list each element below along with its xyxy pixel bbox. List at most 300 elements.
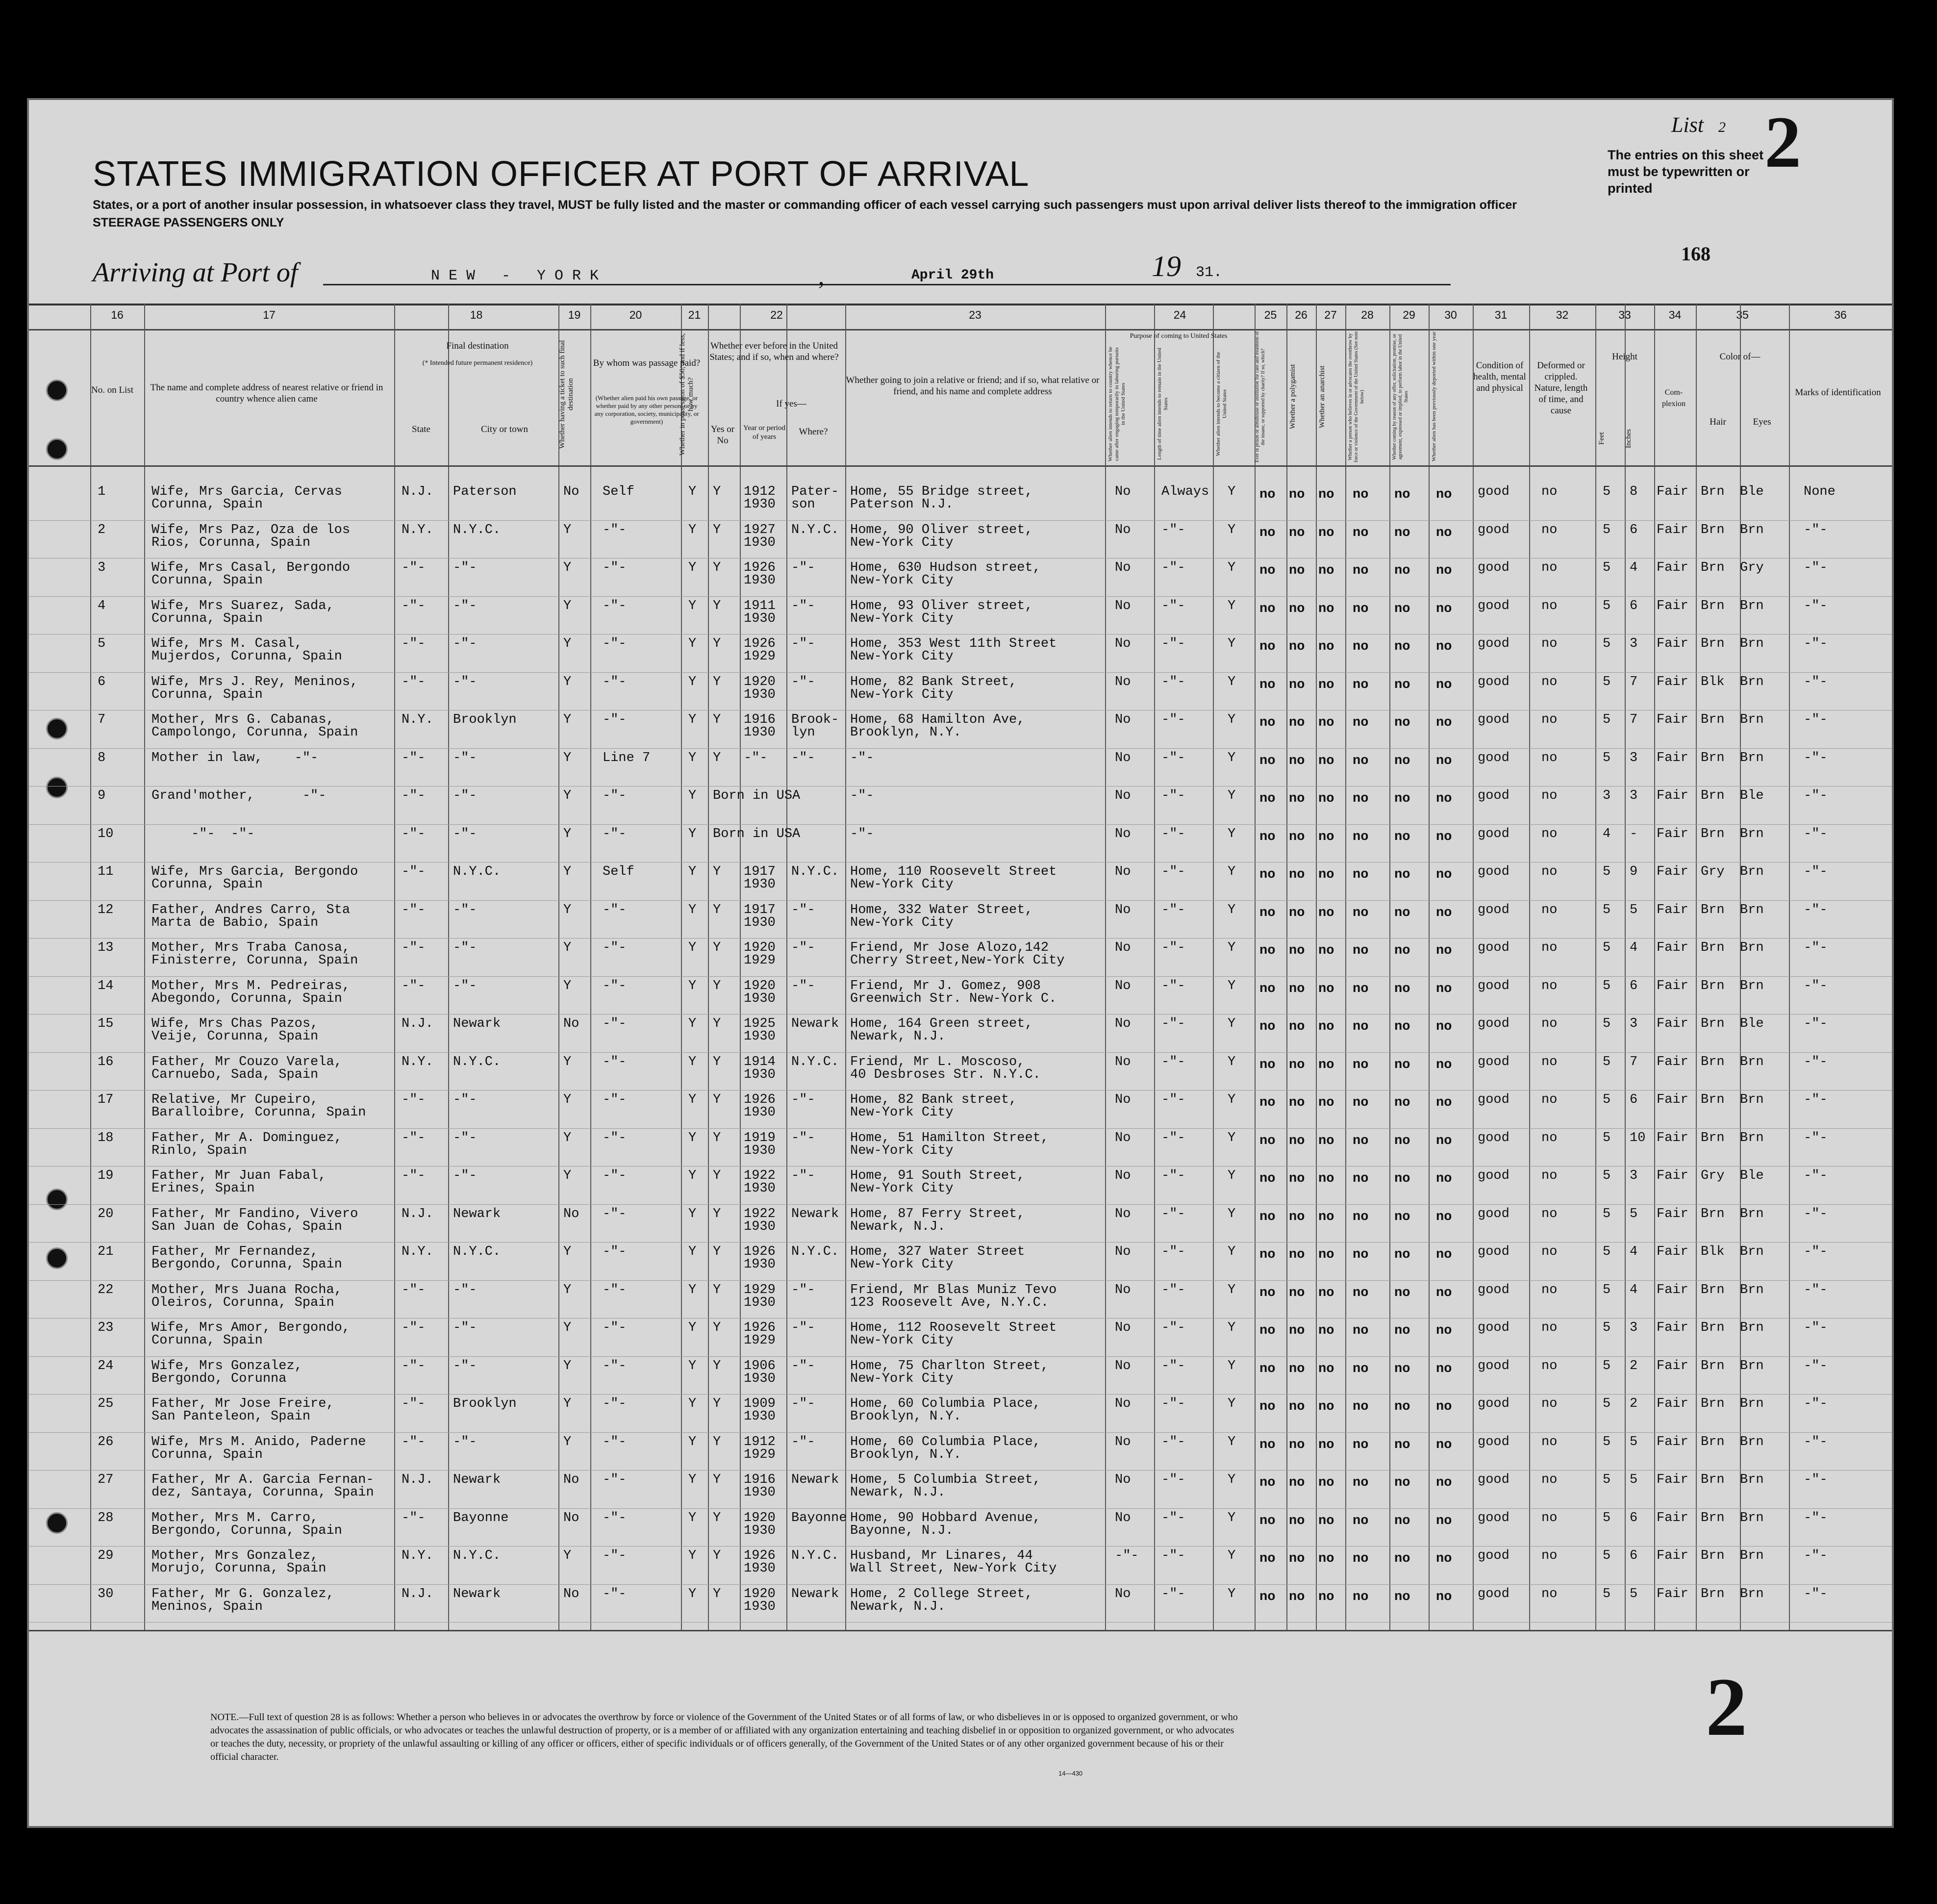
header-color-of: Color of—: [1719, 352, 1761, 362]
row-marks: -"-: [1804, 1282, 1828, 1297]
row-year-2: 1930: [744, 915, 776, 930]
row-row-number: 4: [98, 598, 106, 613]
row-where-1: -"-: [791, 1130, 815, 1145]
column-line: [1286, 304, 1287, 1630]
row-complexion: Fair: [1657, 902, 1688, 917]
row-health: good: [1478, 1396, 1509, 1411]
row-eyes: Brn: [1740, 636, 1764, 651]
row-where-1: Pater-: [791, 484, 839, 499]
row-purpose-return: No: [1115, 484, 1131, 499]
row-city: -"-: [453, 1130, 477, 1145]
row-paid-by: Self: [603, 484, 634, 499]
row-relative-line-1: Father, Mr Jose Freire,: [151, 1396, 334, 1411]
row-health: good: [1478, 1092, 1509, 1107]
row-city: N.Y.C.: [453, 864, 501, 879]
row-height-inches: 6: [1630, 1549, 1638, 1563]
row-paid-by: -"-: [603, 1396, 627, 1411]
row-height-feet: 5: [1603, 674, 1611, 689]
row-question-29: no: [1394, 829, 1410, 844]
row-complexion: Fair: [1657, 636, 1688, 651]
row-purpose-length: -"-: [1161, 712, 1185, 727]
row-question-27: no: [1318, 1209, 1334, 1224]
row-year-1: 1916: [744, 1472, 776, 1487]
row-paid-by: -"-: [603, 712, 627, 727]
row-purpose-citizen: Y: [1228, 1168, 1236, 1183]
row-year-1: 1927: [744, 522, 776, 537]
row-question-27: no: [1318, 715, 1334, 730]
row-relative-line-2: Corunna, Spain: [151, 573, 263, 588]
row-question-25: no: [1259, 1437, 1276, 1452]
row-question-27: no: [1318, 943, 1334, 958]
row-ever-before: Y: [713, 1092, 721, 1107]
row-year-1: 1914: [744, 1054, 776, 1069]
column-line: [1389, 304, 1390, 1630]
row-deformed: no: [1541, 826, 1558, 841]
header-labor: Whether coming by reason of any offer, solicitation, promise, or agreement, expressed or implied, to perform labor in the United States: [1392, 333, 1409, 460]
row-purpose-return: No: [1115, 978, 1131, 993]
row-money: Y: [688, 940, 697, 955]
row-eyes: Ble: [1740, 788, 1764, 803]
typewritten-note: The entries on this sheet must be typewritten or printed: [1608, 148, 1764, 196]
row-joining-line-1: Friend, Mr Jose Alozo,142: [850, 940, 1049, 955]
row-row-number: 16: [98, 1054, 114, 1069]
column-line: [1740, 304, 1741, 1630]
row-height-inches: 5: [1630, 902, 1638, 917]
row-state: -"-: [402, 560, 426, 575]
row-money: Y: [688, 1092, 697, 1107]
column-number: 27: [1324, 308, 1337, 321]
row-where-1: -"-: [791, 598, 815, 613]
row-purpose-return: No: [1115, 1586, 1131, 1601]
row-where-1: -"-: [791, 636, 815, 651]
row-question-28: no: [1353, 715, 1369, 730]
row-year-2: 1930: [744, 535, 776, 550]
row-city: Newark: [453, 1206, 501, 1221]
row-deformed: no: [1541, 674, 1558, 689]
row-question-28: no: [1353, 791, 1369, 806]
row-money: Y: [688, 1396, 697, 1411]
row-purpose-length: -"-: [1161, 826, 1185, 841]
row-question-26: no: [1289, 639, 1305, 654]
column-number: 19: [568, 308, 581, 321]
row-purpose-citizen: Y: [1228, 826, 1236, 841]
header-bottom-rule: [29, 465, 1892, 467]
row-question-26: no: [1289, 1285, 1305, 1300]
header-complexion: Com-plexion: [1662, 388, 1685, 408]
row-year-1: 1917: [744, 864, 776, 879]
row-health: good: [1478, 1054, 1509, 1069]
row-row-number: 2: [98, 522, 106, 537]
row-relative-line-1: Wife, Mrs Suarez, Sada,: [151, 598, 334, 613]
column-line: [448, 304, 449, 1630]
row-deformed: no: [1541, 1130, 1558, 1145]
row-question-29: no: [1394, 1285, 1410, 1300]
row-eyes: Brn: [1740, 1130, 1764, 1145]
row-complexion: Fair: [1657, 1358, 1688, 1373]
row-relative-line-2: Morujo, Corunna, Spain: [151, 1561, 327, 1576]
row-complexion: Fair: [1657, 598, 1688, 613]
row-joining-line-2: New-York City: [850, 1143, 954, 1158]
row-question-30: no: [1436, 1437, 1452, 1452]
row-height-inches: 4: [1630, 1282, 1638, 1297]
row-purpose-citizen: Y: [1228, 1472, 1236, 1487]
row-rule: [29, 1166, 1892, 1167]
row-joining-line-2: New-York City: [850, 687, 954, 702]
row-question-30: no: [1436, 981, 1452, 996]
row-ever-before: Born in USA: [713, 826, 801, 841]
row-rule: [29, 1394, 1892, 1395]
row-relative-line-1: Wife, Mrs Garcia, Cervas: [151, 484, 342, 499]
row-eyes: Brn: [1740, 1054, 1764, 1069]
row-state: -"-: [402, 1130, 426, 1145]
row-marks: -"-: [1804, 560, 1828, 575]
row-question-29: no: [1394, 1209, 1410, 1224]
column-number: 34: [1668, 308, 1682, 321]
row-complexion: Fair: [1657, 522, 1688, 537]
row-city: N.Y.C.: [453, 1244, 501, 1259]
row-ticket: No: [563, 1016, 579, 1031]
row-joining-line-1: -"-: [850, 750, 874, 765]
row-question-27: no: [1318, 1589, 1334, 1604]
row-marks: -"-: [1804, 1244, 1828, 1259]
row-marks: -"-: [1804, 1510, 1828, 1525]
row-height-feet: 5: [1603, 940, 1611, 955]
row-where-1: -"-: [791, 940, 815, 955]
row-relative-line-1: Mother, Mrs G. Cabanas,: [151, 712, 334, 727]
row-ticket: Y: [563, 978, 572, 993]
row-row-number: 10: [98, 826, 114, 841]
row-purpose-length: -"-: [1161, 674, 1185, 689]
row-question-28: no: [1353, 1551, 1369, 1566]
row-question-25: no: [1259, 1247, 1276, 1262]
row-question-27: no: [1318, 677, 1334, 692]
row-height-feet: 5: [1603, 864, 1611, 879]
column-number: 22: [770, 308, 783, 321]
row-purpose-return: No: [1115, 1282, 1131, 1297]
row-height-feet: 5: [1603, 1510, 1611, 1525]
header-polygamist: Whether a polygamist: [1289, 364, 1297, 430]
row-question-29: no: [1394, 1171, 1410, 1186]
row-relative-line-1: -"- -"-: [151, 826, 255, 841]
row-purpose-citizen: Y: [1228, 636, 1236, 651]
row-ever-before: Y: [713, 864, 721, 879]
row-height-feet: 5: [1603, 1092, 1611, 1107]
row-ever-before: Y: [713, 1396, 721, 1411]
row-health: good: [1478, 864, 1509, 879]
row-height-inches: 5: [1630, 1472, 1638, 1487]
footnote: NOTE.—Full text of question 28 is as follows: Whether a person who believes in or advocates the overthrow by force or violence of the Government of the United States or of all forms of law, or who disbelieves in or is opposed to organized government, or who advocates the assassination of public officials, or who advocates or teaches the unlawful destruction of property, or is a member of or affiliated with any organization entertaining and teaching disbelief in or opposition to organized government, or who advocates or teaches the duty, necessity, or propriety of the unlawful assaulting or killing of any officer or officers, either of specific individuals or of officers generally, of the Government of the United States or of any other organized government because of his or their official character.: [210, 1712, 1238, 1762]
row-purpose-return: No: [1115, 1130, 1131, 1145]
row-state: -"-: [402, 1396, 426, 1411]
row-question-25: no: [1259, 1285, 1276, 1300]
row-row-number: 27: [98, 1472, 114, 1487]
row-height-inches: 6: [1630, 1092, 1638, 1107]
row-relative-line-1: Wife, Mrs M. Casal,: [151, 636, 302, 651]
header-paid-by-sub: (Whether alien paid his own passage, or whether paid by any other person, or by any corporation, society, municipality, or government): [594, 394, 699, 425]
row-height-inches: 2: [1630, 1358, 1638, 1373]
row-paid-by: -"-: [603, 598, 627, 613]
row-money: Y: [688, 1510, 697, 1525]
column-number: 17: [263, 308, 276, 321]
header-if-yes: If yes—: [776, 399, 806, 409]
row-city: -"-: [453, 902, 477, 917]
row-relative-line-1: Wife, Mrs Chas Pazos,: [151, 1016, 319, 1031]
row-state: -"-: [402, 826, 426, 841]
row-purpose-citizen: Y: [1228, 1434, 1236, 1449]
row-row-number: 14: [98, 978, 114, 993]
row-joining-line-1: Home, 90 Hobbard Avenue,: [850, 1510, 1041, 1525]
row-question-30: no: [1436, 905, 1452, 920]
row-question-27: no: [1318, 1019, 1334, 1034]
row-question-30: no: [1436, 1133, 1452, 1148]
row-where-1: -"-: [791, 1168, 815, 1183]
row-paid-by: -"-: [603, 1016, 627, 1031]
row-height-feet: 5: [1603, 750, 1611, 765]
row-city: -"-: [453, 1358, 477, 1373]
row-question-26: no: [1289, 1589, 1305, 1604]
row-question-30: no: [1436, 1361, 1452, 1376]
row-year-2: 1930: [744, 1485, 776, 1500]
row-joining-line-1: Home, 91 South Street,: [850, 1168, 1025, 1183]
header-ever-before: Whether ever before in the United States; and if so, when and where?: [709, 341, 839, 362]
row-height-feet: 5: [1603, 522, 1611, 537]
row-relative-line-2: Corunna, Spain: [151, 877, 263, 892]
row-state: N.Y.: [402, 1244, 433, 1259]
row-city: Newark: [453, 1586, 501, 1601]
row-hair: Brn: [1701, 1472, 1725, 1487]
row-rule: [29, 1470, 1892, 1471]
row-marks: -"-: [1804, 712, 1828, 727]
row-rule: [29, 634, 1892, 635]
form-number: 14—430: [1058, 1770, 1083, 1777]
row-eyes: Brn: [1740, 1586, 1764, 1601]
row-ticket: Y: [563, 788, 572, 803]
row-complexion: Fair: [1657, 978, 1688, 993]
row-marks: -"-: [1804, 636, 1828, 651]
row-height-feet: 5: [1603, 1206, 1611, 1221]
row-joining-line-2: Paterson N.J.: [850, 497, 954, 512]
row-paid-by: -"-: [603, 978, 627, 993]
row-year-1: 1906: [744, 1358, 776, 1373]
row-complexion: Fair: [1657, 940, 1688, 955]
row-marks: -"-: [1804, 1472, 1828, 1487]
row-ticket: Y: [563, 636, 572, 651]
row-city: -"-: [453, 1092, 477, 1107]
header-relative: The name and complete address of nearest relative or friend in country whence alien came: [150, 382, 383, 404]
row-eyes: Ble: [1740, 1016, 1764, 1031]
row-money: Y: [688, 1016, 697, 1031]
row-joining-line-1: Home, 51 Hamilton Street,: [850, 1130, 1049, 1145]
row-ever-before: Y: [713, 940, 721, 955]
row-question-30: no: [1436, 525, 1452, 540]
row-row-number: 8: [98, 750, 106, 765]
row-deformed: no: [1541, 1396, 1558, 1411]
row-purpose-length: -"-: [1161, 1358, 1185, 1373]
row-year-1: 1917: [744, 902, 776, 917]
row-question-29: no: [1394, 1095, 1410, 1110]
row-purpose-length: -"-: [1161, 522, 1185, 537]
row-relative-line-2: Carnuebo, Sada, Spain: [151, 1067, 319, 1082]
row-question-29: no: [1394, 867, 1410, 882]
row-city: -"-: [453, 788, 477, 803]
row-money: Y: [688, 788, 697, 803]
row-purpose-length: -"-: [1161, 750, 1185, 765]
row-eyes: Brn: [1740, 1092, 1764, 1107]
row-question-28: no: [1353, 1171, 1369, 1186]
column-line: [1105, 304, 1106, 1630]
row-complexion: Fair: [1657, 1472, 1688, 1487]
row-joining-line-1: Friend, Mr L. Moscoso,: [850, 1054, 1025, 1069]
row-height-inches: 8: [1630, 484, 1638, 499]
column-line: [1429, 304, 1430, 1630]
row-year-1: 1922: [744, 1206, 776, 1221]
row-complexion: Fair: [1657, 560, 1688, 575]
row-ever-before: Y: [713, 1358, 721, 1373]
row-deformed: no: [1541, 1206, 1558, 1221]
column-number: 30: [1444, 308, 1457, 321]
row-question-28: no: [1353, 905, 1369, 920]
row-relative-line-2: Corunna, Spain: [151, 611, 263, 626]
row-question-25: no: [1259, 677, 1276, 692]
row-health: good: [1478, 1472, 1509, 1487]
row-joining-line-2: Brooklyn, N.Y.: [850, 1447, 961, 1462]
row-joining-line-1: Home, 110 Roosevelt Street: [850, 864, 1057, 879]
row-question-28: no: [1353, 1589, 1369, 1604]
row-height-inches: 5: [1630, 1434, 1638, 1449]
row-question-25: no: [1259, 1399, 1276, 1414]
row-question-25: no: [1259, 1361, 1276, 1376]
row-relative-line-2: Erines, Spain: [151, 1181, 255, 1196]
table-bottom-rule: [29, 1630, 1892, 1631]
header-overthrow: Whether a person who believes in or advocates the overthrow by force or violence of the Government of the United States (See note below): [1348, 331, 1365, 462]
column-number: 18: [470, 308, 483, 321]
row-question-29: no: [1394, 639, 1410, 654]
row-state: N.J.: [402, 1472, 433, 1487]
footer-sheet-number: 2: [1706, 1661, 1747, 1753]
row-ever-before: Y: [713, 902, 721, 917]
row-year-1: 1926: [744, 1092, 776, 1107]
row-height-feet: 5: [1603, 1586, 1611, 1601]
row-purpose-return: No: [1115, 902, 1131, 917]
row-state: N.J.: [402, 484, 433, 499]
row-rule: [29, 1280, 1892, 1281]
row-ticket: Y: [563, 750, 572, 765]
row-ever-before: Y: [713, 522, 721, 537]
row-ticket: Y: [563, 1320, 572, 1335]
row-row-number: 23: [98, 1320, 114, 1335]
column-line: [1154, 304, 1155, 1630]
row-question-29: no: [1394, 1475, 1410, 1490]
row-city: -"-: [453, 750, 477, 765]
row-question-26: no: [1289, 487, 1305, 502]
row-where-1: -"-: [791, 1358, 815, 1373]
row-question-27: no: [1318, 639, 1334, 654]
header-city: City or town: [480, 424, 528, 434]
column-line: [394, 304, 395, 1630]
row-city: -"-: [453, 1320, 477, 1335]
row-question-30: no: [1436, 1095, 1452, 1110]
row-joining-line-1: Home, 90 Oliver street,: [850, 522, 1033, 537]
row-rule: [29, 1090, 1892, 1091]
row-question-28: no: [1353, 1019, 1369, 1034]
row-hair: Gry: [1701, 864, 1725, 879]
row-purpose-length: -"-: [1161, 940, 1185, 955]
row-deformed: no: [1541, 1320, 1558, 1335]
row-question-26: no: [1289, 677, 1305, 692]
row-where-1: -"-: [791, 1320, 815, 1335]
row-question-25: no: [1259, 601, 1276, 616]
row-question-28: no: [1353, 1057, 1369, 1072]
row-joining-line-1: -"-: [850, 788, 874, 803]
row-purpose-length: -"-: [1161, 1206, 1185, 1221]
header-divider: [29, 329, 1892, 330]
row-complexion: Fair: [1657, 750, 1688, 765]
row-hair: Brn: [1701, 1130, 1725, 1145]
row-where-1: Newark: [791, 1472, 839, 1487]
row-question-30: no: [1436, 487, 1452, 502]
row-purpose-citizen: Y: [1228, 522, 1236, 537]
row-complexion: Fair: [1657, 1206, 1688, 1221]
row-question-26: no: [1289, 525, 1305, 540]
arriving-label: Arriving at Port of: [93, 257, 298, 288]
row-relative-line-2: Corunna, Spain: [151, 1447, 263, 1462]
row-paid-by: -"-: [603, 1092, 627, 1107]
row-purpose-length: Always: [1161, 484, 1209, 499]
row-year-1: 1926: [744, 1320, 776, 1335]
row-where-1: -"-: [791, 560, 815, 575]
row-relative-line-1: Mother, Mrs Juana Rocha,: [151, 1282, 342, 1297]
row-city: Newark: [453, 1472, 501, 1487]
row-hair: Brn: [1701, 1282, 1725, 1297]
row-purpose-return: -"-: [1115, 1549, 1139, 1563]
row-state: N.J.: [402, 1016, 433, 1031]
row-purpose-return: No: [1115, 1358, 1131, 1373]
row-where-2: lyn: [791, 725, 815, 740]
row-height-feet: 3: [1603, 788, 1611, 803]
row-height-feet: 5: [1603, 1016, 1611, 1031]
column-line: [1473, 304, 1474, 1630]
row-marks: -"-: [1804, 864, 1828, 879]
row-health: good: [1478, 636, 1509, 651]
row-question-27: no: [1318, 1057, 1334, 1072]
row-health: good: [1478, 1586, 1509, 1601]
row-ticket: Y: [563, 902, 572, 917]
row-year-2: 1930: [744, 1181, 776, 1196]
row-ever-before: Y: [713, 560, 721, 575]
row-marks: -"-: [1804, 1586, 1828, 1601]
row-question-25: no: [1259, 1513, 1276, 1528]
row-question-25: no: [1259, 563, 1276, 578]
column-number: 25: [1264, 308, 1277, 321]
row-year-2: 1930: [744, 1295, 776, 1310]
row-row-number: 20: [98, 1206, 114, 1221]
row-relative-line-2: Corunna, Spain: [151, 687, 263, 702]
row-where-1: -"-: [791, 1396, 815, 1411]
row-height-feet: 5: [1603, 1320, 1611, 1335]
row-relative-line-2: Rios, Corunna, Spain: [151, 535, 311, 550]
row-money: Y: [688, 484, 697, 499]
row-health: good: [1478, 1320, 1509, 1335]
row-question-27: no: [1318, 1513, 1334, 1528]
row-ever-before: Y: [713, 674, 721, 689]
row-question-27: no: [1318, 1247, 1334, 1262]
row-where-1: Newark: [791, 1206, 839, 1221]
row-question-27: no: [1318, 1133, 1334, 1148]
row-complexion: Fair: [1657, 1244, 1688, 1259]
row-question-25: no: [1259, 753, 1276, 768]
row-rule: [29, 1508, 1892, 1509]
row-question-29: no: [1394, 1247, 1410, 1262]
